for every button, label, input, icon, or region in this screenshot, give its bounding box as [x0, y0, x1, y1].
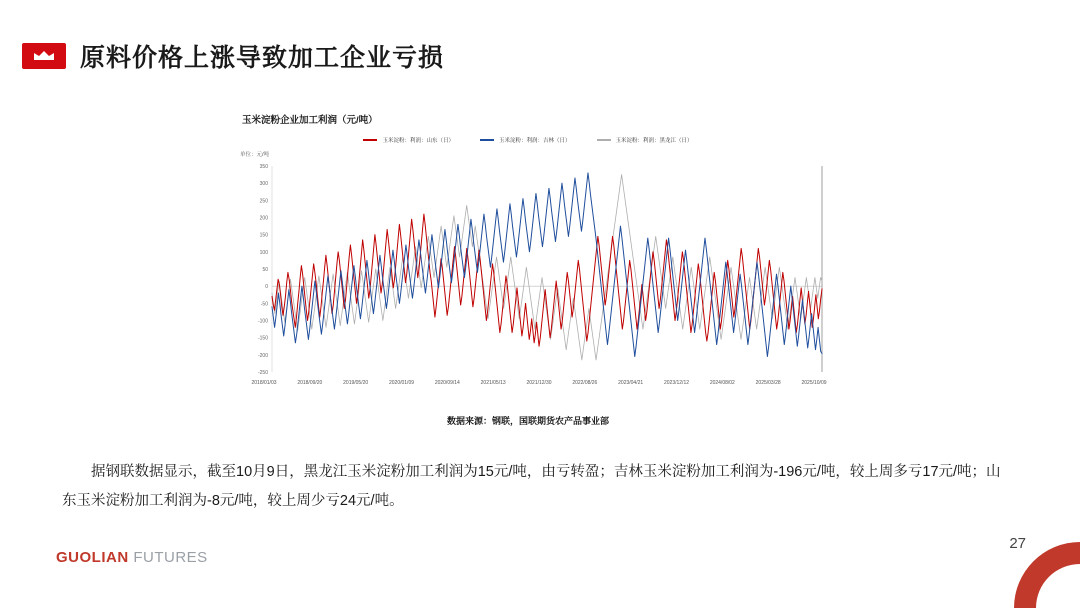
- legend-label-jilin: 玉米淀粉：利润：吉林（日）: [498, 138, 571, 144]
- legend-swatch-jilin: [480, 139, 494, 142]
- svg-text:0: 0: [265, 284, 268, 291]
- chart-svg: [236, 160, 828, 380]
- svg-text:-50: -50: [260, 301, 268, 308]
- x-tick-label: 2023/12/12: [663, 380, 690, 386]
- y-axis-unit-label: 单位：元/吨: [240, 152, 270, 158]
- legend-item: [480, 136, 571, 144]
- body-paragraph: 据钢联数据显示，截至10月9日，黑龙江玉米淀粉加工利润为15元/吨，由亏转盈；吉林玉米淀粉加工利润为-196元/吨，较上周多亏17元/吨；山东玉米淀粉加工利润为-8元/吨，较上周少亏24元/吨。: [62, 464, 1001, 509]
- svg-text:-200: -200: [257, 352, 268, 359]
- x-tick-label: 2020/01/09: [388, 380, 415, 386]
- svg-text:50: 50: [262, 267, 268, 273]
- svg-text:-250: -250: [257, 370, 268, 376]
- slide-title-row: [22, 38, 444, 74]
- x-tick-label: 2024/08/02: [709, 380, 735, 386]
- page-number: 27: [1009, 535, 1026, 552]
- brand-name-sub: FUTURES: [128, 549, 208, 566]
- x-tick-label: 2018/09/20: [297, 380, 323, 386]
- svg-text:150: 150: [259, 232, 268, 239]
- x-tick-label: 2019/05/20: [343, 380, 369, 386]
- chart-container: [228, 112, 828, 432]
- crown-icon: [22, 43, 66, 69]
- legend-label-shandong: 玉米淀粉：利润：山东（日）: [382, 138, 454, 144]
- legend-label-heilongjiang: 玉米淀粉：利润：黑龙江（日）: [615, 138, 693, 144]
- x-tick-label: 2023/04/21: [618, 380, 644, 386]
- svg-text:200: 200: [259, 215, 268, 222]
- x-tick-label: 2018/01/03: [251, 380, 277, 386]
- legend-swatch-shandong: [363, 139, 377, 142]
- x-tick-label: 2022/08/26: [572, 380, 598, 386]
- legend-item: [597, 136, 693, 144]
- corner-decoration: [990, 536, 1080, 608]
- legend-item: [363, 136, 454, 144]
- page-title: 原料价格上涨导致加工企业亏损: [80, 44, 445, 72]
- legend-swatch-heilongjiang: [597, 139, 611, 142]
- footer-logo: [56, 549, 208, 566]
- svg-text:-100: -100: [257, 318, 268, 325]
- svg-text:100: 100: [259, 249, 268, 256]
- svg-text:250: 250: [259, 198, 268, 205]
- x-tick-label: 2025/03/28: [755, 380, 781, 386]
- x-tick-label: 2021/12/30: [526, 380, 552, 386]
- svg-text:350: 350: [259, 164, 268, 170]
- chart-source: 数据来源：钢联，国联期货农产品事业部: [446, 416, 609, 426]
- x-tick-label: 2025/10/09: [801, 380, 827, 386]
- chart-plot-area: [236, 160, 828, 380]
- brand-name-main: GUOLIAN: [56, 549, 129, 566]
- chart-title: 玉米淀粉企业加工利润（元/吨）: [242, 115, 378, 126]
- svg-text:-150: -150: [257, 335, 268, 342]
- chart-legend: [228, 136, 828, 144]
- svg-text:300: 300: [259, 181, 268, 188]
- x-tick-label: 2021/05/13: [480, 380, 506, 386]
- x-tick-label: 2020/09/14: [434, 380, 460, 386]
- x-axis-tick-labels: [251, 380, 827, 394]
